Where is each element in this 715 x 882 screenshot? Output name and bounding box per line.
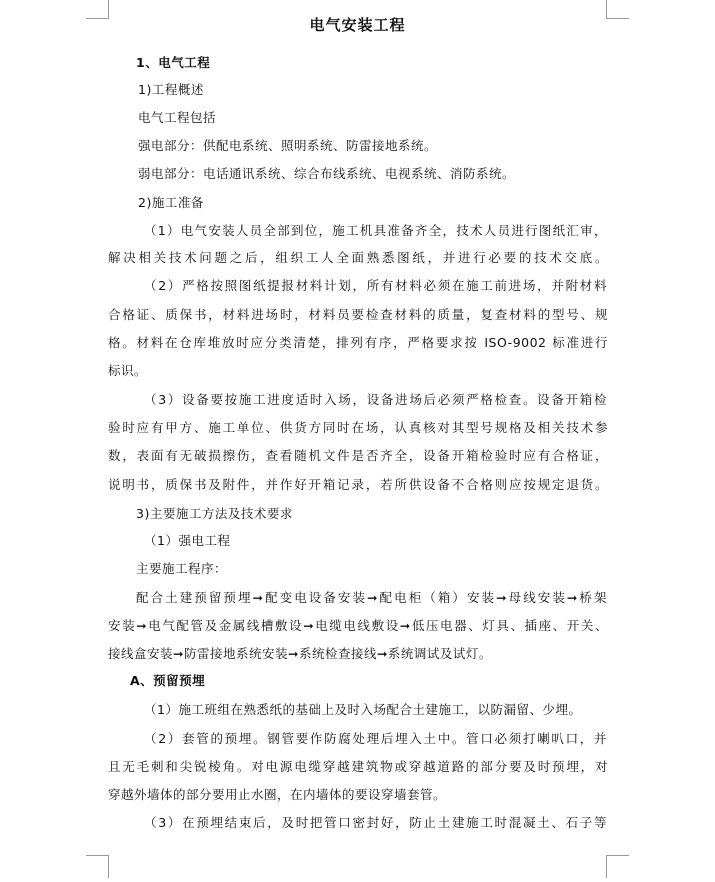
paragraph-line: 合格证、质保书，材料进场时，材料员要检查材料的质量，复查材料的型号、规 (108, 307, 608, 322)
subsection-heading: 3)主要施工方法及技术要求 (136, 506, 293, 521)
paragraph-line: 强电部分：供配电系统、照明系统、防雷接地系统。 (138, 138, 438, 153)
paragraph-line: 主要施工程序： (136, 561, 228, 576)
section-heading: A、预留预埋 (130, 673, 206, 688)
paragraph-line: （1）电气安装人员全部到位，施工机具准备齐全，技术人员进行图纸汇审， (144, 223, 607, 238)
paragraph-line: 格。材料在仓库堆放时应分类清楚，排列有序，严格要求按 ISO-9002 标准进行 (108, 335, 608, 350)
paragraph-line: （3）设备要按施工进度适时入场，设备进场后必须严格检查。设备开箱检 (144, 392, 607, 407)
paragraph-line: 数，表面有无破损擦伤，查看随机文件是否齐全，设备开箱检验时应有合格证， (108, 448, 608, 463)
paragraph-line: （2）套管的预埋。钢管要作防腐处理后埋入土中。管口必须打喇叭口，并 (144, 731, 607, 746)
subsection-heading: 1)工程概述 (138, 82, 204, 97)
subsection-heading: 2)施工准备 (138, 195, 204, 210)
process-flow-line: 配合土建预留预埋➞配变电设备安装➞配电柜（箱）安装➞母线安装➞桥架 (136, 590, 607, 605)
paragraph-line: 且无毛刺和尖锐棱角。对电源电缆穿越建筑物或穿越道路的部分要及时预埋，对 (108, 759, 608, 774)
section-heading: 1、电气工程 (136, 55, 211, 70)
paragraph-line: 验时应有甲方、施工单位、供货方同时在场，认真核对其型号规格及相关技术参 (108, 420, 608, 435)
document-title: 电气安装工程 (309, 16, 406, 34)
corner-crop-mark-bottom-right (606, 855, 629, 878)
paragraph-line: （3）在预埋结束后，及时把管口密封好，防止土建施工时混凝土、石子等 (144, 815, 607, 830)
corner-crop-mark-bottom-left (86, 855, 109, 878)
paragraph-line: 说明书，质保书及附件，并作好开箱记录，若所供设备不合格则应按规定退货。 (108, 477, 608, 492)
paragraph-line: （2）严格按照图纸提报材料计划，所有材料必须在施工前进场，并附材料 (144, 278, 607, 293)
paragraph-line: 穿越外墙体的部分要用止水圈，在内墙体的要设穿墙套管。 (108, 787, 447, 802)
subsection-heading: （1）强电工程 (144, 533, 231, 548)
process-flow-line: 安装➞电气配管及金属线槽敷设➞电缆电线敷设➞低压电器、灯具、插座、开关、 (108, 618, 608, 633)
paragraph-line: 弱电部分：电话通讯系统、综合布线系统、电视系统、消防系统。 (138, 166, 516, 181)
paragraph-line: 电气工程包括 (138, 110, 217, 125)
paragraph-line: （1）施工班组在熟悉纸的基础上及时入场配合土建施工，以防漏留、少埋。 (144, 702, 582, 717)
paragraph-line: 解决相关技术问题之后，组织工人全面熟悉图纸，并进行必要的技术交底。 (108, 250, 608, 265)
process-flow-line: 接线盒安装➞防雷接地系统安装➞系统检查接线➞系统调试及试灯。 (108, 646, 492, 661)
paragraph-line: 标识。 (108, 363, 148, 378)
